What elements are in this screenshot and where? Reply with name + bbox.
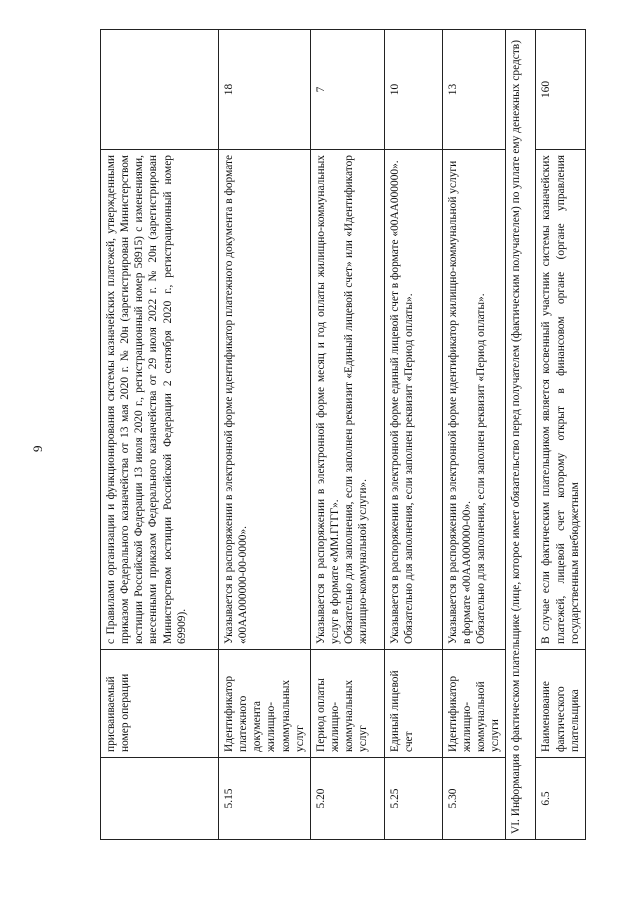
table-row bbox=[310, 30, 384, 840]
table-row bbox=[384, 30, 442, 840]
row-length: 18 bbox=[219, 30, 311, 150]
row-description: Указывается в распоряжении в электронной форме идентификатор платежного документа в формате «00АА000000-00-0000». bbox=[219, 150, 311, 650]
row-id: 5.20 bbox=[310, 758, 384, 840]
row-description: В случае если фактическим плательщиком является косвенный участник системы казначейских платежей, лицевой счет которому открыт в финансовом органе (органе управления государственным внебюджетным bbox=[536, 150, 585, 650]
row-length: 10 bbox=[384, 30, 442, 150]
row-description: с Правилами организации и функционирования системы казначейских платежей, утвержденными приказом Федерального казначейства от 13 мая 2020 г. № 20н (зарегистрирован Министерством юстиции Российской Федерации 13 июля 2020 г., регистрационный номер 58915) с изменениями, внесенными приказом Федерального казначейства от 29 июля 2022 г. № 20н (зарегистрирован Министерством юстиции Российской Федерации 2 сентября 2020 г., регистрационный номер 69909). bbox=[101, 150, 219, 650]
table-row bbox=[219, 30, 311, 840]
section-title: VI. Информация о фактическом плательщике (лице, которое имеет обязательство перед получателем (фактическим получателем) по уплате ему денежных средств) bbox=[506, 30, 536, 840]
section-row bbox=[506, 30, 536, 840]
row-length: 160 bbox=[536, 30, 585, 150]
table-row bbox=[101, 30, 219, 840]
row-description: Указывается в распоряжении в электронной форме идентификатор жилищно-коммунальной услуги в формате «00АА000000-00». Обязательно для заполнения, если заполнен реквизит «Период оплаты». bbox=[442, 150, 506, 650]
document-sheet bbox=[100, 30, 581, 840]
row-name: Наименование фактического плательщика bbox=[536, 650, 585, 758]
row-name: Идентификатор жилищно-коммунальной услуги bbox=[442, 650, 506, 758]
row-id bbox=[101, 758, 219, 840]
row-id: 6.5 bbox=[536, 758, 585, 840]
page-number: 9 bbox=[30, 445, 45, 452]
table-row bbox=[442, 30, 506, 840]
row-length bbox=[101, 30, 219, 150]
table-row bbox=[536, 30, 585, 840]
row-length: 13 bbox=[442, 30, 506, 150]
row-id: 5.30 bbox=[442, 758, 506, 840]
rotated-table-container bbox=[100, 30, 581, 840]
row-id: 5.25 bbox=[384, 758, 442, 840]
row-name: Период оплаты жилищно-коммунальных услуг bbox=[310, 650, 384, 758]
row-name: Единый лицевой счет bbox=[384, 650, 442, 758]
row-id: 5.15 bbox=[219, 758, 311, 840]
row-description: Указывается в распоряжении в электронной форме единый лицевой счет в формате «00АА000000». Обязательно для заполнения, если заполнен реквизит «Период оплаты». bbox=[384, 150, 442, 650]
row-name: присваиваемый номер операции bbox=[101, 650, 219, 758]
row-name: Идентификатор платежного документа жилищно-коммунальных услуг bbox=[219, 650, 311, 758]
row-description: Указывается в распоряжении в электронной форме месяц и год оплаты жилищно-коммунальных услуг в формате «ММ.ГГГГ». Обязательно для заполнения, если заполнен реквизит «Единый лицевой счет» или «Идентификатор жилищно-коммунальной услуги». bbox=[310, 150, 384, 650]
row-length: 7 bbox=[310, 30, 384, 150]
requisites-table bbox=[100, 29, 586, 840]
